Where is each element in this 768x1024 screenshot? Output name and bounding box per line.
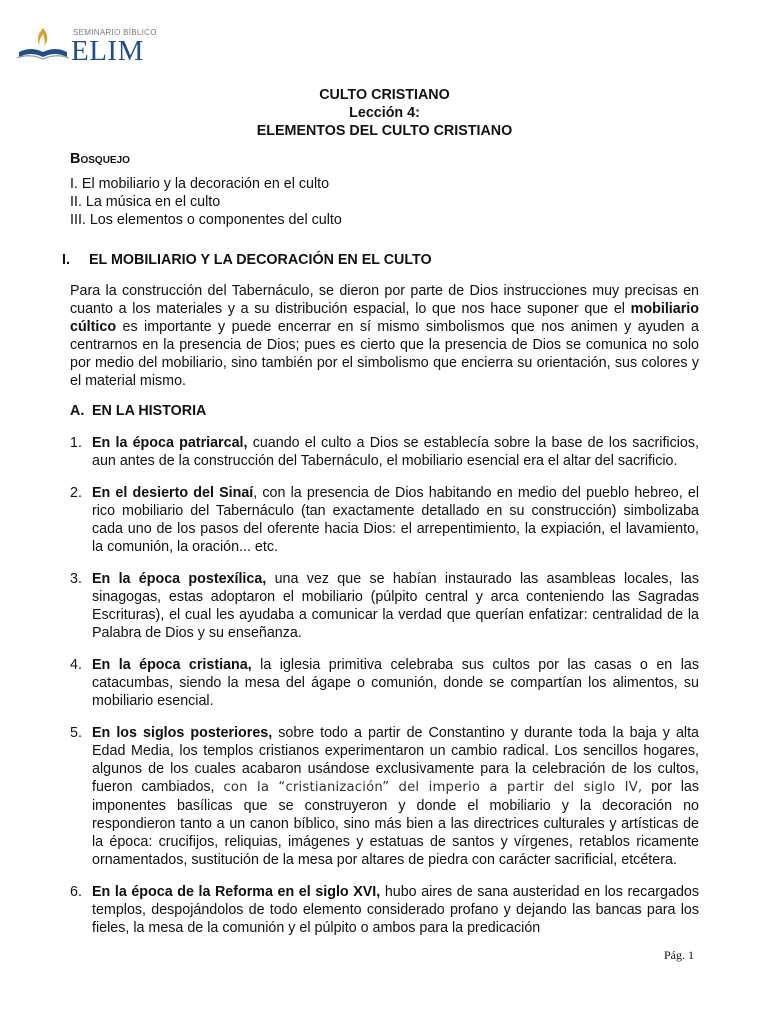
- list-item: [70, 570, 699, 642]
- document-page: [62, 86, 700, 937]
- list-item: [70, 484, 699, 556]
- list-item-lead: En los siglos posteriores,: [92, 725, 273, 741]
- section-title: EL MOBILIARIO Y LA DECORACIÓN EN EL CULTO: [89, 252, 432, 268]
- outline-item: II. La música en el culto: [70, 194, 221, 210]
- list-item: [70, 724, 699, 869]
- list-item-number: 4.: [70, 657, 82, 673]
- outline-item: I. El mobiliario y la decoración en el culto: [70, 176, 330, 192]
- section-number: I.: [62, 252, 70, 268]
- subsection-heading: [70, 402, 699, 420]
- list-item-number: 3.: [70, 571, 82, 587]
- list-item-text: una vez que se habían instaurado las asambleas locales, las sinagogas, estas adoptaron el mobiliario (púlpito central y arca conteniendo las Sagradas Escrituras), el cual les ayudaba a comunicar la verdad que querían enfatizar: centralidad de la Palabra de Dios y su enseñanza.: [92, 571, 700, 641]
- list-item: [70, 883, 699, 937]
- section-heading: [62, 251, 699, 269]
- list-item-number: 5.: [70, 725, 82, 741]
- list-item-body: [92, 656, 699, 710]
- subsection-letter: A.: [70, 403, 85, 419]
- intro-bold-term: mobiliario cúltico: [70, 301, 699, 335]
- list-item-number: 2.: [70, 485, 82, 501]
- list-item-body: [92, 484, 699, 556]
- list-item-lead: En el desierto del Sinaí: [92, 485, 254, 501]
- logo-title: ELIM: [71, 35, 144, 67]
- list-item-number: 1.: [70, 435, 82, 451]
- list-item: [70, 656, 699, 710]
- list-item-text: , con la presencia de Dios habitando en medio del pueblo hebreo, el rico mobiliario del Tabernáculo (tan exactamente detallado en su construcción) simbolizaba cada uno de los pasos del oferente hacia Dios: el arrepentimiento, la expiación, el lavamiento, la comunión, la oración... etc.: [92, 485, 699, 555]
- logo-subtitle: SEMINARIO BÍBLICO: [73, 28, 157, 37]
- list-item-text: sobre todo a partir de Constantino y durante toda la baja y alta Edad Media, los templos cristianos experimentaron un cambio radical. Los sencillos hogares, algunos de los cuales acabaron usándose exclusivamente para la celebración de los cultos, fueron cambiados,: [92, 725, 699, 795]
- list-item-body: [92, 724, 699, 869]
- intro-paragraph: [70, 282, 699, 390]
- list-item-body: [92, 434, 699, 470]
- list-item-lead: En la época cristiana,: [92, 657, 252, 673]
- list-item-body: [92, 570, 699, 642]
- doc-title-line3: ELEMENTOS DEL CULTO CRISTIANO: [256, 123, 513, 139]
- list-item-text: por las imponentes basílicas que se construyeron y donde el mobiliario y la decoración no respondieron tanto a un canon bíblico, sino más bien a las directrices culturales y artísticas de la época: crucifijos, reliquias, imágenes y estatuas de santos y vírgenes, retablos ricamente ornamentados, sustitución de la mesa por altares de piedra con carácter sacrificial, etcétera.: [92, 779, 700, 868]
- outline-heading: Bosquejo: [70, 151, 130, 167]
- outline-item: III. Los elementos o componentes del culto: [70, 212, 342, 228]
- list-item-body: [92, 883, 699, 937]
- list-item-alt-font-text: con la “cristianización” del imperio a partir del siglo IV,: [223, 780, 643, 795]
- list-item-lead: En la época de la Reforma en el siglo XVI,: [92, 884, 381, 900]
- list-item-text: la iglesia primitiva celebraba sus cultos por las casas o en las catacumbas, siendo la mesa del ágape o comunión, donde se compartían los alimentos, su mobiliario esencial.: [92, 657, 699, 709]
- seminary-logo: [16, 22, 176, 68]
- list-item-lead: En la época postexílica,: [92, 571, 267, 587]
- list-item-lead: En la época patriarcal,: [92, 435, 248, 451]
- doc-title-line1: CULTO CRISTIANO: [319, 87, 450, 103]
- intro-text: es importante y puede encerrar en sí mismo simbolismos que nos animen y ayuden a centrarnos en la presencia de Dios; pues es cierto que la presencia de Dios se comunica no solo por medio del mobiliario, sino también por el simbolismo que encierra su orientación, sus colores y el material mismo.: [70, 319, 699, 389]
- list-item-number: 6.: [70, 884, 82, 900]
- list-item-text: hubo aires de sana austeridad en los recargados templos, despojándolos de todo elemento considerado profano y dejando las bancas para los fieles, la mesa de la comunión y el púlpito o ambos para la predicación: [92, 884, 699, 936]
- page-number: Pág. 1: [664, 948, 694, 962]
- outline-list: [70, 175, 699, 229]
- open-bible-flame-icon: [16, 22, 72, 66]
- intro-text: Para la construcción del Tabernáculo, se dieron por parte de Dios instrucciones muy precisas en cuanto a los materiales y a su distribución espacial, lo que nos hace suponer que el: [70, 283, 699, 317]
- subsection-title: EN LA HISTORIA: [92, 403, 207, 419]
- list-item: [70, 434, 699, 470]
- list-item-text: cuando el culto a Dios se establecía sobre la base de los sacrificios, aun antes de la construcción del Tabernáculo, el mobiliario esencial era el altar del sacrificio.: [92, 435, 700, 469]
- doc-title-line2: Lección 4:: [349, 105, 420, 121]
